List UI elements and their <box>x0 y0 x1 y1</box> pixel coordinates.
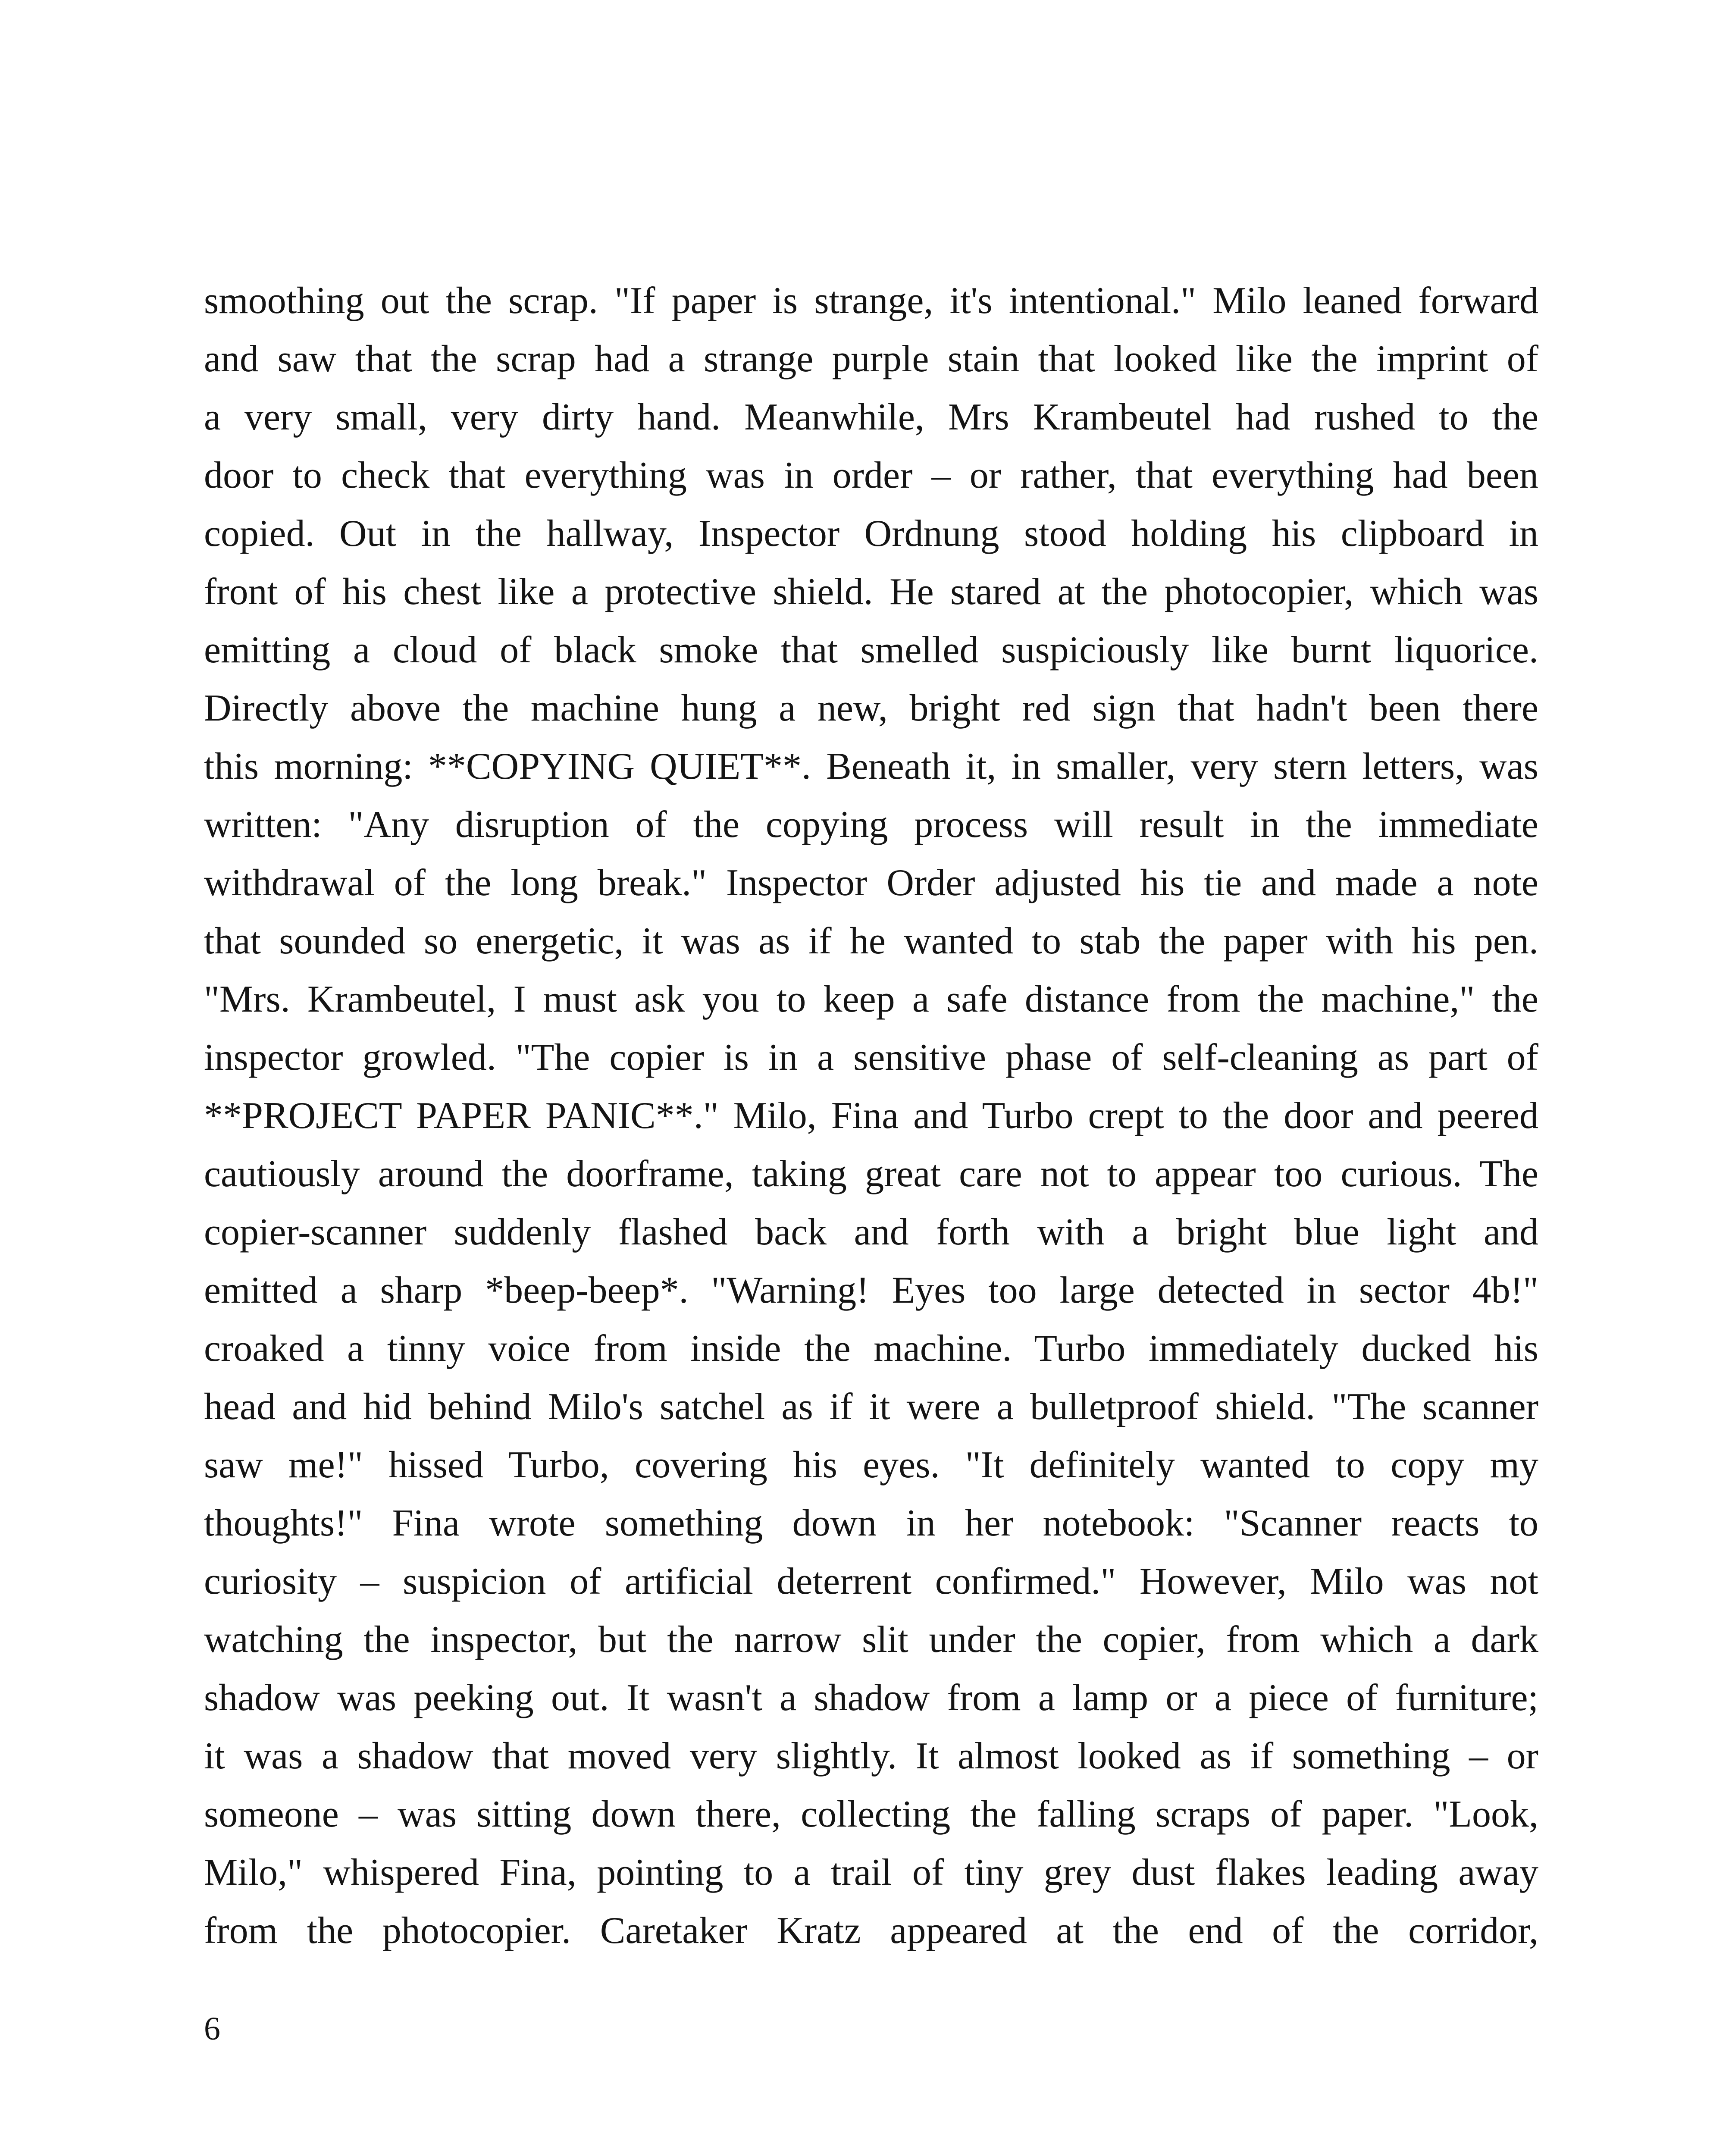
text-line: **PROJECT PAPER PANIC**." Milo, Fina and Turbo crept to the door and peered <box>204 1095 1538 1137</box>
text-line: from the photocopier. Caretaker Kratz appeared at the end of the corridor, <box>204 1910 1538 1952</box>
text-line: door to check that everything was in order – or rather, that everything had been <box>204 454 1538 496</box>
text-line: Milo," whispered Fina, pointing to a trail of tiny grey dust flakes leading away <box>204 1852 1538 1893</box>
text-line: watching the inspector, but the narrow slit under the copier, from which a dark <box>204 1619 1538 1661</box>
text-line: and saw that the scrap had a strange purple stain that looked like the imprint of <box>204 338 1538 380</box>
text-line: saw me!" hissed Turbo, covering his eyes. "It definitely wanted to copy my <box>204 1444 1538 1486</box>
text-line: a very small, very dirty hand. Meanwhile, Mrs Krambeutel had rushed to the <box>204 396 1538 438</box>
text-line: curiosity – suspicion of artificial deterrent confirmed." However, Milo was not <box>204 1561 1538 1602</box>
text-line: copier-scanner suddenly flashed back and forth with a bright blue light and <box>204 1211 1538 1253</box>
text-line: Directly above the machine hung a new, bright red sign that hadn't been there <box>204 687 1538 729</box>
text-line: "Mrs. Krambeutel, I must ask you to keep a safe distance from the machine," the <box>204 978 1538 1020</box>
text-line: emitting a cloud of black smoke that smelled suspiciously like burnt liquorice. <box>204 629 1538 671</box>
body-text <box>204 272 1538 1960</box>
text-line: thoughts!" Fina wrote something down in her notebook: "Scanner reacts to <box>204 1502 1538 1544</box>
text-line: written: "Any disruption of the copying process will result in the immediate <box>204 804 1538 846</box>
text-line: it was a shadow that moved very slightly. It almost looked as if something – or <box>204 1735 1538 1777</box>
text-line: that sounded so energetic, it was as if he wanted to stab the paper with his pen. <box>204 920 1538 962</box>
text-line: someone – was sitting down there, collecting the falling scraps of paper. "Look, <box>204 1793 1538 1835</box>
text-line: withdrawal of the long break." Inspector Order adjusted his tie and made a note <box>204 862 1538 904</box>
text-line: copied. Out in the hallway, Inspector Ordnung stood holding his clipboard in <box>204 513 1538 555</box>
text-line: smoothing out the scrap. "If paper is strange, it's intentional." Milo leaned forward <box>204 280 1538 322</box>
text-line: inspector growled. "The copier is in a sensitive phase of self-cleaning as part of <box>204 1037 1538 1078</box>
text-line: emitted a sharp *beep-beep*. "Warning! Eyes too large detected in sector 4b!" <box>204 1269 1538 1311</box>
text-line: front of his chest like a protective shield. He stared at the photocopier, which was <box>204 571 1538 613</box>
text-line: this morning: **COPYING QUIET**. Beneath it, in smaller, very stern letters, was <box>204 746 1538 787</box>
text-line: cautiously around the doorframe, taking great care not to appear too curious. The <box>204 1153 1538 1195</box>
page-number: 6 <box>204 2011 220 2047</box>
text-line: croaked a tinny voice from inside the machine. Turbo immediately ducked his <box>204 1328 1538 1369</box>
text-line: shadow was peeking out. It wasn't a shadow from a lamp or a piece of furniture; <box>204 1677 1538 1719</box>
text-line: head and hid behind Milo's satchel as if it were a bulletproof shield. "The scanner <box>204 1386 1538 1428</box>
